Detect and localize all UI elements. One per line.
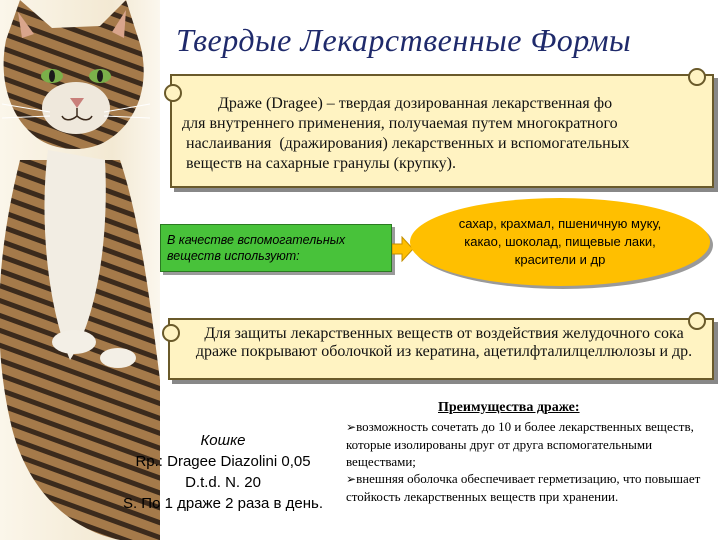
advantage-item [346, 418, 718, 470]
scroll-curl [162, 324, 180, 342]
advantages-heading: Преимущества драже: [438, 400, 580, 415]
definition-line: наслаивания (дражирования) лекарственных и вспомогательных [182, 135, 630, 152]
scroll-curl [688, 68, 706, 86]
definition-line: веществ на сахарные гранулы (крупку). [182, 155, 456, 172]
prescription-line: D.t.d. N. 20 [185, 474, 261, 491]
advantage-item [346, 470, 718, 505]
check-arrow-icon: ➢ [346, 472, 357, 486]
definition-scroll [170, 74, 714, 188]
advantages-list [346, 418, 718, 505]
auxiliary-label-box: В качестве вспомогательных веществ используют: [160, 224, 392, 272]
prescription-patient: Кошке [200, 432, 246, 449]
prescription-line: Rp.: Dragee Diazolini 0,05 [135, 453, 311, 470]
prescription-line: S. По 1 драже 2 раза в день. [122, 495, 324, 512]
auxiliary-items-text: сахар, крахмал, пшеничную муку, какао, шоколад, пищевые лаки, красители и др [458, 216, 662, 267]
protection-text: Для защиты лекарственных веществ от воздействия желудочного сока драже покрывают оболочкой из кератина, ацетилфталилцеллюлозы и др. [195, 325, 693, 360]
definition-line: для внутреннего применения, получаемая путем многократного [182, 115, 618, 132]
prescription [118, 430, 328, 514]
definition-text [182, 94, 720, 174]
check-arrow-icon: ➢ [346, 420, 357, 434]
definition-line: Драже (Dragee) – твердая дозированная лекарственная фо [182, 95, 613, 112]
page-title: Твердые Лекарственные Формы [176, 22, 632, 58]
scroll-curl [164, 84, 182, 102]
advantage-text: возможность сочетать до 10 и более лекарственных веществ, которые изолированы друг от друга вспомогательными веществами; [346, 419, 694, 469]
auxiliary-items-ellipse [410, 198, 710, 286]
protection-scroll [168, 318, 714, 380]
advantage-text: внешняя оболочка обеспечивает герметизацию, что повышает стойкость лекарственных веществ при хранении. [346, 471, 701, 504]
